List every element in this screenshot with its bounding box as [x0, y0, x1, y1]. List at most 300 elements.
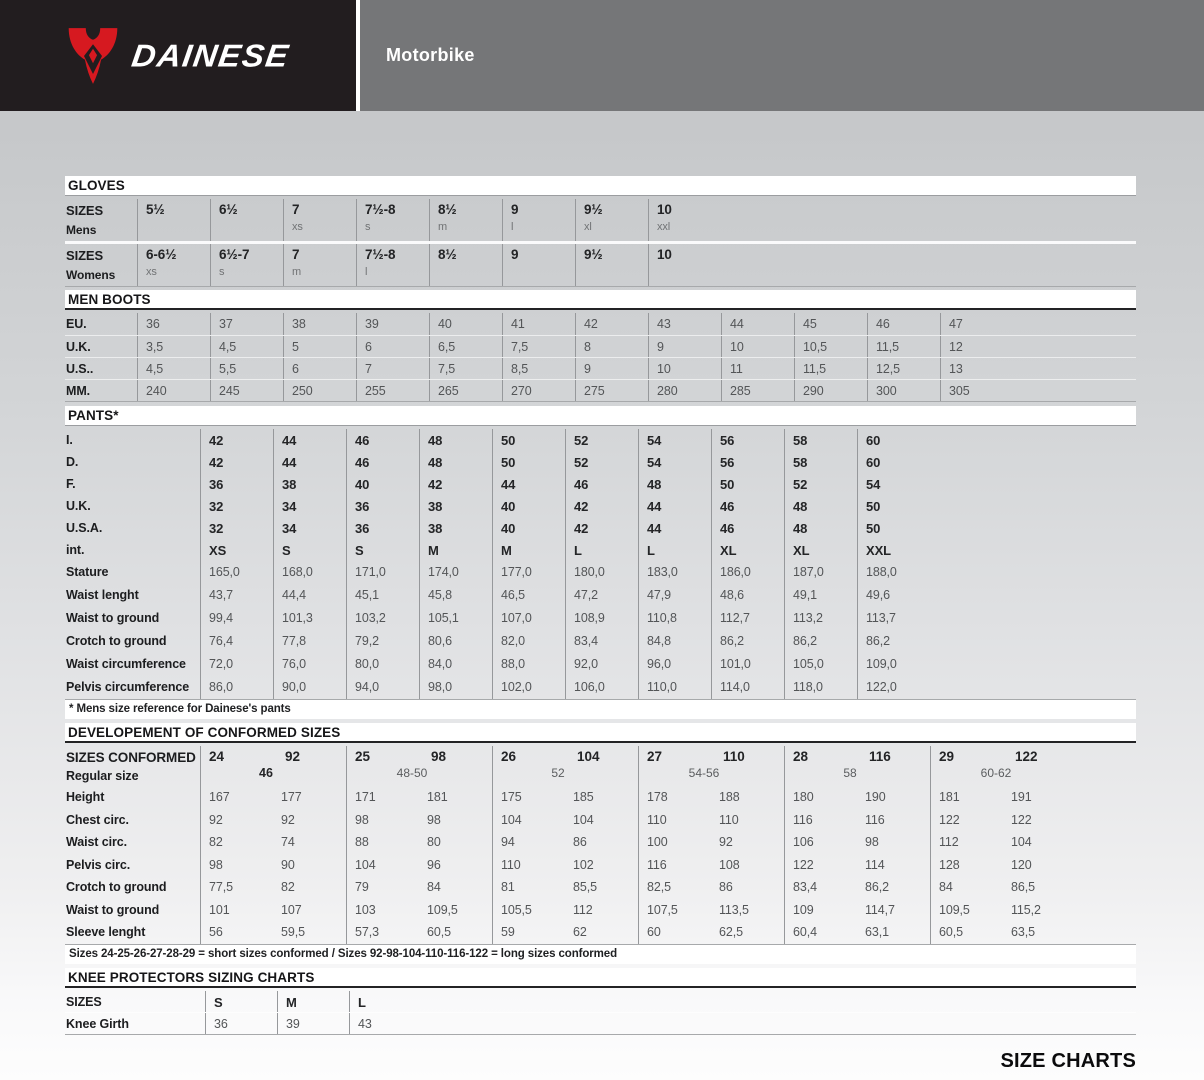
row-filler [930, 676, 1136, 699]
row-label-bottom: Regular size [66, 769, 139, 783]
value-cell: 191 [1011, 790, 1032, 804]
value-cell: 36 [346, 517, 419, 539]
row-filler [930, 584, 1136, 607]
size-cell [648, 244, 721, 286]
value-cell: 128 [930, 854, 1003, 877]
pants-size-rows [65, 429, 1136, 561]
men-boots-table [65, 313, 1136, 402]
size-sub-label: m [438, 221, 448, 233]
value-cell: 110 [492, 854, 565, 877]
value-cell: 43,7 [200, 584, 273, 607]
value-cell: 104 [1011, 835, 1032, 849]
value-cell: L [565, 539, 638, 561]
long-size: 104 [577, 749, 600, 764]
value-cell: 116 [784, 809, 857, 832]
value-cell: 114,0 [711, 676, 784, 699]
value-cell: 54 [857, 473, 930, 495]
value-cell: 98,0 [419, 676, 492, 699]
value-cell: 114,7 [865, 902, 895, 917]
size-value: 8½ [438, 202, 457, 217]
row-label: Waist lenght [66, 588, 139, 602]
row-filler [421, 1013, 1136, 1034]
value-cell: 94 [492, 831, 565, 854]
value-cell: 5 [283, 336, 356, 357]
value-cell: 112 [573, 902, 593, 917]
value-cell: 6 [356, 336, 429, 357]
table-row [65, 379, 1136, 401]
value-cell: 300 [867, 380, 940, 401]
value-cell: 92 [719, 835, 733, 849]
size-cell [283, 244, 356, 286]
value-cell: 43 [349, 1013, 421, 1034]
value-cell: M [419, 539, 492, 561]
value-cell: 12 [940, 336, 1013, 357]
table-row [65, 561, 1136, 584]
value-cell: 77,5 [200, 876, 273, 899]
value-cell: 60,5 [930, 921, 1003, 944]
value-cell: 101,3 [273, 607, 346, 630]
value-cell: 46,5 [492, 584, 565, 607]
value-cell: 174,0 [419, 561, 492, 584]
size-cell [575, 244, 648, 286]
conformed-sizes-table [65, 746, 1136, 945]
row-filler [930, 473, 1136, 495]
size-cell [283, 199, 356, 241]
size-sub-label: m [292, 266, 302, 278]
value-cell: 58 [784, 451, 857, 473]
value-cell: 79,2 [346, 630, 419, 653]
size-cell [429, 244, 502, 286]
value-cell: 175 [492, 786, 565, 809]
size-cell [429, 199, 502, 241]
value-cell: 86 [719, 880, 733, 894]
short-size: 24 [209, 749, 225, 764]
table-row [65, 584, 1136, 607]
row-filler [1076, 876, 1136, 899]
value-cell: 168,0 [273, 561, 346, 584]
value-cell: 60,4 [784, 921, 857, 944]
row-label: Height [66, 790, 105, 804]
row-filler [1076, 854, 1136, 877]
value-cell: 46 [346, 429, 419, 451]
value-cell: 13 [940, 358, 1013, 379]
row-filler [930, 495, 1136, 517]
table-row [65, 1012, 1136, 1034]
page-footer-title: SIZE CHARTS [1000, 1050, 1136, 1072]
value-cell: 50 [857, 517, 930, 539]
value-cell: 44 [638, 517, 711, 539]
size-sub-label: l [365, 266, 368, 278]
value-cell: 48,6 [711, 584, 784, 607]
value-cell: 9 [575, 358, 648, 379]
value-cell: 96 [427, 857, 441, 872]
long-size: 98 [431, 749, 447, 764]
section-header-men-boots [65, 290, 1136, 310]
value-cell: 90,0 [273, 676, 346, 699]
size-sub-label: l [511, 221, 514, 233]
section-header-conformed [65, 723, 1136, 743]
size-sub-label: xs [146, 266, 157, 278]
table-row [65, 429, 1136, 451]
value-cell: 52 [565, 429, 638, 451]
value-cell: 40 [346, 473, 419, 495]
value-cell: 54 [638, 451, 711, 473]
value-cell: XS [200, 539, 273, 561]
table-row [65, 451, 1136, 473]
size-cell [137, 199, 210, 241]
value-cell: 10,5 [794, 336, 867, 357]
row-label: Pelvis circumference [66, 680, 190, 694]
page-header [0, 0, 1204, 111]
value-cell: 285 [721, 380, 794, 401]
size-value: 6½-7 [219, 247, 250, 262]
table-row [65, 473, 1136, 495]
value-cell: 10 [721, 336, 794, 357]
value-cell: 10 [648, 358, 721, 379]
value-cell: 280 [648, 380, 721, 401]
row-filler [930, 539, 1136, 561]
row-filler [930, 429, 1136, 451]
size-value: 9 [511, 202, 519, 217]
value-cell: 11 [721, 358, 794, 379]
value-cell: 47 [940, 313, 1013, 335]
value-cell: 180 [784, 786, 857, 809]
value-cell: 84,8 [638, 630, 711, 653]
value-cell: 5,5 [210, 358, 283, 379]
section-title-knee: KNEE PROTECTORS SIZING CHARTS [68, 969, 315, 985]
row-filler [1013, 336, 1136, 357]
table-row [65, 517, 1136, 539]
row-label: D. [66, 455, 79, 469]
row-label [65, 746, 200, 786]
value-cell: 108,9 [565, 607, 638, 630]
row-label [65, 244, 137, 286]
size-value: 8½ [438, 247, 457, 262]
value-cell: 56 [711, 451, 784, 473]
size-value: 10 [657, 247, 672, 262]
size-cell [210, 199, 283, 241]
value-cell: L [349, 991, 421, 1013]
value-cell: 48 [638, 473, 711, 495]
value-cell: 112 [930, 831, 1003, 854]
size-value: 10 [657, 202, 672, 217]
value-cell: 108 [719, 857, 740, 872]
row-filler [930, 561, 1136, 584]
value-cell: 183,0 [638, 561, 711, 584]
value-cell: 80 [427, 835, 441, 849]
size-cell [648, 199, 721, 241]
table-row [65, 539, 1136, 561]
value-cell: 80,0 [346, 653, 419, 676]
conformed-group-header [492, 746, 638, 786]
value-cell: 110,8 [638, 607, 711, 630]
short-size: 27 [647, 749, 663, 764]
size-value: 9 [511, 247, 519, 262]
row-label: int. [66, 543, 85, 557]
size-value: 6½ [219, 202, 238, 217]
value-cell: 98 [200, 854, 273, 877]
value-cell: 7,5 [502, 336, 575, 357]
value-cell: 86,5 [1011, 880, 1035, 894]
row-label: Knee Girth [66, 1017, 129, 1031]
value-cell: 178 [638, 786, 711, 809]
value-cell: 47,2 [565, 584, 638, 607]
value-cell: 46 [867, 313, 940, 335]
value-cell: 105,0 [784, 653, 857, 676]
value-cell: S [273, 539, 346, 561]
table-row [65, 991, 1136, 1013]
row-label-top: SIZES [66, 248, 104, 263]
value-cell: L [638, 539, 711, 561]
value-cell: 82,5 [638, 876, 711, 899]
value-cell: 116 [865, 812, 885, 827]
value-cell: 6,5 [429, 336, 502, 357]
value-cell: 104 [492, 809, 565, 832]
value-cell: 72,0 [200, 653, 273, 676]
value-cell: 188,0 [857, 561, 930, 584]
value-cell: 265 [429, 380, 502, 401]
value-cell: 114 [865, 857, 885, 872]
value-cell: 38 [419, 517, 492, 539]
row-label: Waist to ground [66, 611, 160, 625]
row-label: Pelvis circ. [66, 857, 131, 872]
value-cell: 36 [346, 495, 419, 517]
row-filler [1076, 746, 1136, 786]
value-cell: 86,0 [200, 676, 273, 699]
value-cell: 84 [427, 880, 441, 894]
row-label: Stature [66, 565, 109, 579]
short-size: 25 [355, 749, 371, 764]
value-cell: 103,2 [346, 607, 419, 630]
regular-size: 58 [843, 766, 857, 780]
value-cell: 118,0 [784, 676, 857, 699]
value-cell: 112,7 [711, 607, 784, 630]
value-cell: 110 [719, 812, 739, 827]
value-cell: 275 [575, 380, 648, 401]
value-cell: 86,2 [711, 630, 784, 653]
value-cell: 92 [281, 812, 295, 827]
table-row [65, 495, 1136, 517]
row-filler [930, 653, 1136, 676]
value-cell: 40 [492, 495, 565, 517]
table-row [65, 335, 1136, 357]
value-cell: 103 [346, 899, 419, 922]
value-cell: 60,5 [427, 925, 451, 939]
value-cell: 52 [565, 451, 638, 473]
row-label: I. [66, 433, 73, 447]
value-cell: 40 [429, 313, 502, 335]
value-cell: 181 [930, 786, 1003, 809]
size-cell [502, 244, 575, 286]
value-cell: 180,0 [565, 561, 638, 584]
value-cell: 57,3 [346, 921, 419, 944]
value-cell: 105,1 [419, 607, 492, 630]
regular-size: 54-56 [688, 766, 720, 780]
value-cell: 45,1 [346, 584, 419, 607]
row-filler [1076, 786, 1136, 809]
value-cell: 92 [200, 809, 273, 832]
row-filler [421, 991, 1136, 1013]
value-cell: 60 [638, 921, 711, 944]
value-cell: 42 [565, 495, 638, 517]
value-cell: 48 [784, 495, 857, 517]
value-cell: 63,5 [1011, 925, 1035, 939]
value-cell: 48 [784, 517, 857, 539]
value-cell: 46 [346, 451, 419, 473]
value-cell: 12,5 [867, 358, 940, 379]
size-value: 5½ [146, 202, 165, 217]
size-cell [210, 244, 283, 286]
table-row [65, 607, 1136, 630]
category-banner [360, 0, 1204, 111]
value-cell: S [205, 991, 277, 1013]
value-cell: 6 [283, 358, 356, 379]
short-size: 26 [501, 749, 517, 764]
table-row [65, 899, 1136, 922]
value-cell: 62 [573, 925, 587, 939]
value-cell: 42 [200, 451, 273, 473]
value-cell: S [346, 539, 419, 561]
value-cell: 46 [711, 495, 784, 517]
value-cell: 104 [573, 812, 594, 827]
conformed-group-header [638, 746, 784, 786]
row-filler [1013, 380, 1136, 401]
value-cell: 32 [200, 495, 273, 517]
value-cell: 109,5 [427, 902, 458, 917]
value-cell: 79 [346, 876, 419, 899]
table-row [65, 244, 1136, 286]
size-value: 6-6½ [146, 247, 177, 262]
conformed-group-header [346, 746, 492, 786]
brand-wordmark: DAINESE [129, 37, 293, 73]
value-cell: XL [784, 539, 857, 561]
value-cell: 185 [573, 790, 594, 804]
value-cell: 90 [281, 857, 295, 872]
value-cell: 122 [784, 854, 857, 877]
value-cell: 255 [356, 380, 429, 401]
pants-table [65, 429, 1136, 700]
long-size: 110 [723, 749, 745, 764]
category-title: Motorbike [386, 45, 475, 65]
row-label: U.K. [66, 340, 91, 354]
row-label: Sleeve lenght [66, 925, 146, 939]
value-cell: 58 [784, 429, 857, 451]
value-cell: 32 [200, 517, 273, 539]
row-filler [721, 199, 1136, 241]
value-cell: XXL [857, 539, 930, 561]
value-cell: 92,0 [565, 653, 638, 676]
value-cell: 45,8 [419, 584, 492, 607]
value-cell: 122,0 [857, 676, 930, 699]
value-cell: 187,0 [784, 561, 857, 584]
section-header-knee [65, 968, 1136, 988]
row-filler [1076, 921, 1136, 944]
value-cell: 60 [857, 451, 930, 473]
size-sub-label: s [365, 221, 371, 233]
value-cell: 42 [575, 313, 648, 335]
value-cell: 49,6 [857, 584, 930, 607]
value-cell: 86,2 [784, 630, 857, 653]
value-cell: 38 [273, 473, 346, 495]
row-filler [1013, 313, 1136, 335]
value-cell: 250 [283, 380, 356, 401]
value-cell: 109,0 [857, 653, 930, 676]
table-row [65, 653, 1136, 676]
value-cell: 109,5 [930, 899, 1003, 922]
value-cell: 107 [281, 902, 302, 917]
regular-size: 48-50 [396, 766, 428, 780]
value-cell: 3,5 [137, 336, 210, 357]
row-filler [930, 517, 1136, 539]
value-cell: 74 [281, 835, 295, 849]
value-cell: 101 [200, 899, 273, 922]
value-cell: 82 [281, 880, 295, 894]
size-value: 7 [292, 202, 300, 217]
size-cell [137, 244, 210, 286]
value-cell: 52 [784, 473, 857, 495]
value-cell: 106,0 [565, 676, 638, 699]
row-label: Waist circ. [66, 835, 127, 849]
value-cell: 113,2 [784, 607, 857, 630]
value-cell: 96,0 [638, 653, 711, 676]
value-cell: 46 [565, 473, 638, 495]
value-cell: 39 [277, 1013, 349, 1034]
value-cell: 60 [857, 429, 930, 451]
value-cell: 81 [492, 876, 565, 899]
value-cell: 7,5 [429, 358, 502, 379]
value-cell: 102,0 [492, 676, 565, 699]
value-cell: 56 [711, 429, 784, 451]
value-cell: 36 [200, 473, 273, 495]
row-label: Waist circumference [66, 657, 186, 671]
regular-size: 52 [551, 766, 565, 780]
value-cell: 7 [356, 358, 429, 379]
section-header-pants [65, 406, 1136, 426]
value-cell: 47,9 [638, 584, 711, 607]
value-cell: 106 [784, 831, 857, 854]
value-cell: 62,5 [719, 925, 743, 939]
row-label-top: SIZES CONFORMED [66, 750, 196, 765]
size-cell [502, 199, 575, 241]
regular-size: 60-62 [980, 766, 1012, 780]
size-sub-label: xs [292, 221, 303, 233]
value-cell: 105,5 [492, 899, 565, 922]
value-cell: 98 [427, 812, 441, 827]
size-value: 9½ [584, 247, 603, 262]
value-cell: 50 [857, 495, 930, 517]
row-label: Crotch to ground [66, 634, 167, 648]
value-cell: 181 [427, 790, 448, 804]
value-cell: 290 [794, 380, 867, 401]
row-label: EU. [66, 317, 87, 331]
size-charts-content [65, 176, 1136, 1038]
value-cell: 270 [502, 380, 575, 401]
value-cell: 86,2 [865, 880, 889, 894]
value-cell: 177,0 [492, 561, 565, 584]
size-value: 7 [292, 247, 300, 262]
value-cell: 43 [648, 313, 721, 335]
value-cell: M [492, 539, 565, 561]
table-row [65, 831, 1136, 854]
value-cell: 38 [283, 313, 356, 335]
value-cell: 240 [137, 380, 210, 401]
value-cell: 63,1 [865, 925, 889, 939]
table-row [65, 921, 1136, 944]
value-cell: 8 [575, 336, 648, 357]
row-label: U.S.. [66, 362, 94, 376]
table-row [65, 313, 1136, 335]
value-cell: 188 [719, 790, 740, 804]
